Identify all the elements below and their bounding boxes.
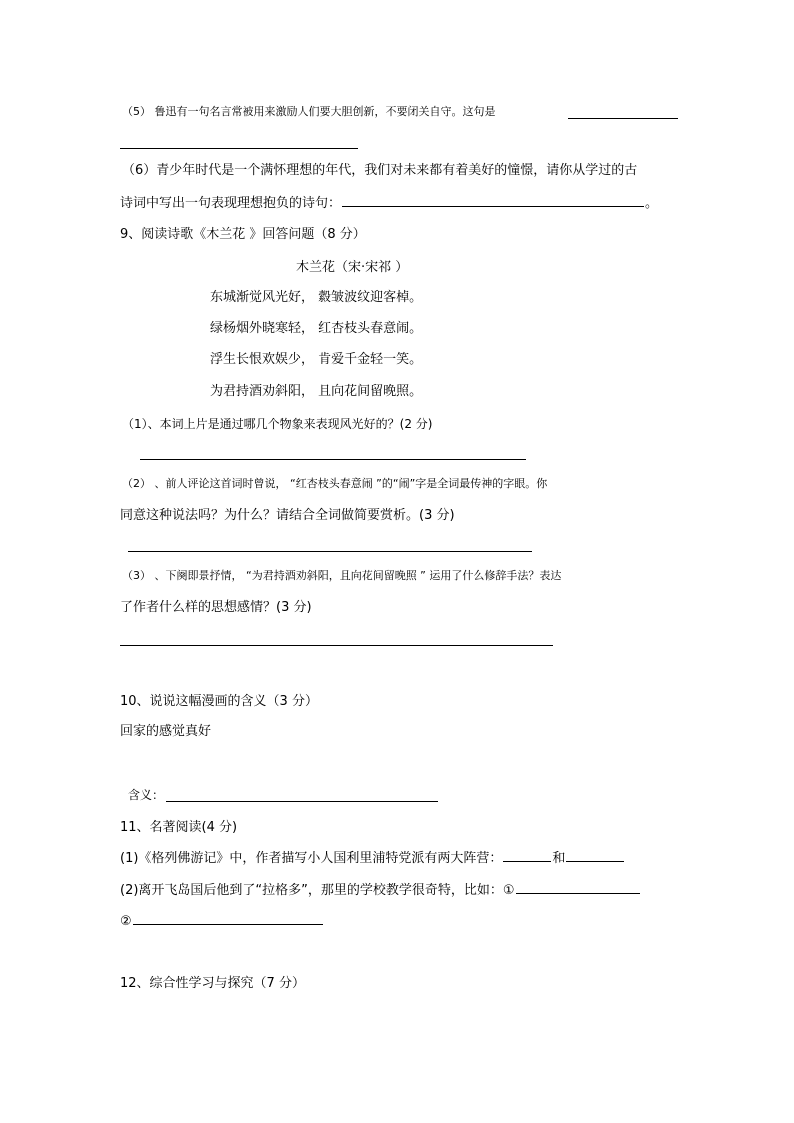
q11-blank-example2[interactable] (133, 923, 323, 925)
poem-line-4: 为君持酒劝斜阳， 且向花间留晚照。 (210, 384, 423, 399)
q6-answer-blank[interactable] (342, 205, 644, 207)
poem-line-2: 绿杨烟外晓寒轻， 红杏枝头春意闹。 (210, 321, 423, 336)
q9-sub2-line2: 同意这种说法吗？为什么？请结合全词做简要赏析。(3 分) (120, 508, 455, 523)
q10-answer-label: 含义： (128, 788, 165, 802)
q9-sub3-line2: 了作者什么样的思想感情？(3 分) (120, 600, 312, 615)
q10-title: 10、说说这幅漫画的含义（3 分） (120, 694, 318, 709)
q11-blank-camp2[interactable] (566, 860, 624, 862)
q11-sub1 (120, 852, 625, 865)
q9-sub3-answer-blank[interactable] (120, 645, 553, 646)
q10-answer-blank[interactable] (166, 801, 438, 802)
q11-mark2: ② (120, 914, 132, 929)
q11-blank-camp1[interactable] (503, 860, 551, 862)
q6-prompt: 诗词中写出一句表现理想抱负的诗句： (120, 196, 342, 211)
poem-line-3: 浮生长恨欢娱少， 肯爱千金轻一笑。 (210, 352, 423, 367)
q6-end-mark: 。 (645, 196, 659, 211)
q10-caption: 回家的感觉真好 (120, 724, 212, 739)
poem-line-1: 东城渐觉风光好， 縠皱波纹迎客棹。 (210, 290, 423, 305)
q11-sub1-prompt: (1)《格列佛游记》中，作者描写小人国利里浦特党派有两大阵营： (120, 851, 503, 866)
q11-and: 和 (552, 851, 566, 866)
q11-blank-example1[interactable] (516, 892, 640, 894)
q11-sub2 (120, 884, 641, 897)
q11-sub2-prompt: (2)离开飞岛国后他到了“拉格多”，那里的学校教学很奇特，比如：① (120, 883, 515, 898)
q6-line2 (120, 197, 658, 210)
q5-text: （5） 鲁迅有一句名言常被用来激励人们要大胆创新，不要闭关自守。这句是 (122, 105, 496, 118)
q9-sub2-answer-blank[interactable] (128, 551, 532, 552)
q9-sub1: （1）、本词上片是通过哪几个物象来表现风光好的？(2 分) (122, 417, 433, 431)
q9-sub3-line1: （3） 、下阕即景抒情， “为君持酒劝斜阳，且向花间留晚照 ” 运用了什么修辞手法？表达 (122, 569, 562, 582)
q5-answer-blank[interactable] (568, 118, 678, 119)
q11-sub2-cont (120, 915, 324, 928)
q11-title: 11、名著阅读(4 分) (120, 820, 238, 835)
q9-sub1-answer-blank[interactable] (140, 459, 526, 460)
q9-sub2-line1: （2） 、前人评论这首词时曾说， “红杏枝头春意闹 ”的“闹”字是全词最传神的字眼。你 (122, 477, 548, 490)
poem-title: 木兰花（宋·宋祁 ） (296, 260, 409, 275)
q5-answer-blank-cont[interactable] (120, 148, 358, 149)
q9-title: 9、阅读诗歌《木兰花 》回答问题（8 分） (120, 227, 366, 242)
q12-title: 12、综合性学习与探究（7 分） (120, 976, 305, 991)
q6-line1: （6）青少年时代是一个满怀理想的年代，我们对未来都有着美好的憧憬，请你从学过的古 (122, 163, 638, 178)
